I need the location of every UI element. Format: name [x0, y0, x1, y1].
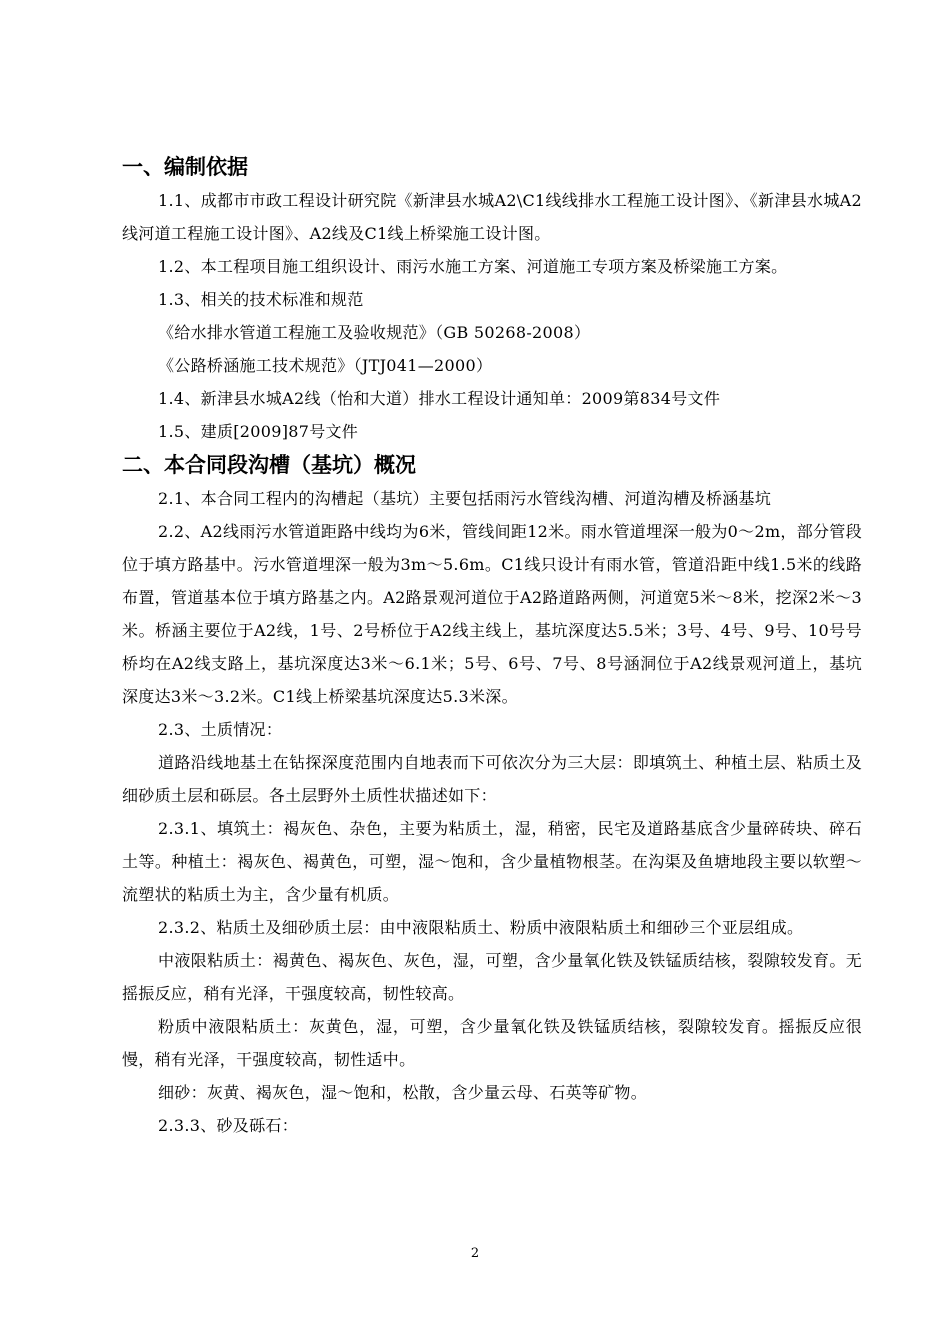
document-body [122, 150, 862, 1142]
paragraph-1-1: 1.1、成都市市政工程设计研究院《新津县水城A2\C1线线排水工程施工设计图》、《新津县水城A2线河道工程施工设计图》、A2线及C1线上桥梁施工设计图。 [122, 191, 862, 243]
paragraph-2-3-1: 2.3.1、填筑土：褐灰色、杂色，主要为粘质土，湿，稍密，民宅及道路基底含少量碎砖块、碎石土等。种植土：褐灰色、褐黄色，可塑，湿～饱和，含少量植物根茎。在沟渠及鱼塘地段主要以软塑～流塑状的粘质土为主，含少量有机质。 [122, 819, 862, 904]
paragraph-1-5: 1.5、建质[2009]87号文件 [158, 422, 359, 441]
section-1-heading: 一、编制依据 [122, 155, 248, 179]
standard-gb50268: 《给水排水管道工程施工及验收规范》（GB 50268-2008） [158, 323, 591, 342]
paragraph-2-3-3: 2.3.3、砂及砾石： [158, 1116, 299, 1135]
standard-jtj041: 《公路桥涵施工技术规范》（JTJ041—2000） [158, 356, 493, 375]
paragraph-1-4: 1.4、新津县水城A2线（怡和大道）排水工程设计通知单：2009第834号文件 [158, 389, 721, 408]
paragraph-fine-sand: 细砂：灰黄、褐灰色，湿～饱和，松散，含少量云母、石英等矿物。 [158, 1083, 648, 1102]
paragraph-soil-overview: 道路沿线地基土在钻探深度范围内自地表而下可依次分为三大层：即填筑土、种植土层、粘质土及细砂质土层和砾层。各土层野外土质性状描述如下： [122, 753, 862, 805]
paragraph-2-3-2: 2.3.2、粘质土及细砂质土层：由中液限粘质土、粉质中液限粘质土和细砂三个亚层组成。 [158, 918, 804, 937]
page-number: 2 [470, 1246, 480, 1261]
paragraph-2-3: 2.3、土质情况： [158, 720, 283, 739]
paragraph-medium-clay: 中液限粘质土：褐黄色、褐灰色、灰色，湿，可塑，含少量氧化铁及铁锰质结核，裂隙较发育。无摇振反应，稍有光泽，干强度较高，韧性较高。 [122, 951, 862, 1003]
section-2-heading: 二、本合同段沟槽（基坑）概况 [122, 453, 416, 477]
paragraph-2-1: 2.1、本合同工程内的沟槽起（基坑）主要包括雨污水管线沟槽、河道沟槽及桥涵基坑 [158, 489, 772, 508]
paragraph-1-3: 1.3、相关的技术标准和规范 [158, 290, 364, 309]
paragraph-1-2: 1.2、本工程项目施工组织设计、雨污水施工方案、河道施工专项方案及桥梁施工方案。 [158, 257, 788, 276]
paragraph-silty-clay: 粉质中液限粘质土：灰黄色，湿，可塑，含少量氧化铁及铁锰质结核，裂隙较发育。摇振反应很慢，稍有光泽，干强度较高，韧性适中。 [122, 1017, 862, 1069]
paragraph-2-2: 2.2、A2线雨污水管道距路中线均为6米，管线间距12米。雨水管道埋深一般为0～2m，部分管段位于填方路基中。污水管道埋深一般为3m～5.6m。C1线只设计有雨水管，管道沿距中线1.5米的线路布置，管道基本位于填方路基之内。A2路景观河道位于A2路道路两侧，河道宽5米～8米，挖深2米～3米。桥涵主要位于A2线，1号、2号桥位于A2线主线上，基坑深度达5.5米；3号、4号、9号、10号号桥均在A2线支路上，基坑深度达3米～6.1米；5号、6号、7号、8号涵洞位于A2线景观河道上，基坑深度达3米～3.2米。C1线上桥梁基坑深度达5.3米深。 [122, 522, 862, 706]
